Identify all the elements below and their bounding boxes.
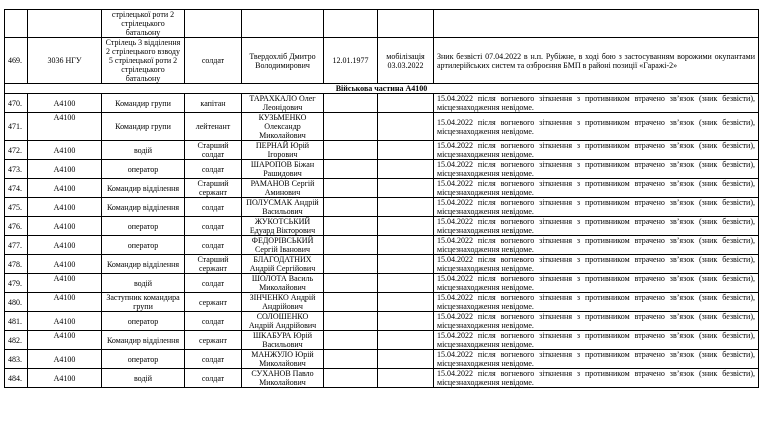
cell-note: 15.04.2022 після вогневого зіткнення з противником втрачено зв’язок (зник безвісти), місцезнаходження невідоме. <box>434 293 759 312</box>
cell-name: ЖУКОТСЬКИЙ Едуард Вікторович <box>242 217 324 236</box>
cell-num: 469. <box>5 38 28 84</box>
cell-birth <box>324 160 378 179</box>
cell-note: 15.04.2022 після вогневого зіткнення з противником втрачено зв’язок (зник безвісти), місцезнаходження невідоме. <box>434 217 759 236</box>
table-row <box>5 255 759 274</box>
cell-unit: А4100 <box>28 331 102 350</box>
cell-name: ШОЛОТА Василь Миколайович <box>242 274 324 293</box>
cell-position: Командир відділення <box>102 331 185 350</box>
cell-mobilized <box>378 113 434 141</box>
cell-name: СОЛОШЕНКО Андрій Андрійович <box>242 312 324 331</box>
cell-num: 470. <box>5 94 28 113</box>
cell-note: 15.04.2022 після вогневого зіткнення з противником втрачено зв’язок (зник безвісти), місцезнаходження невідоме. <box>434 198 759 217</box>
cell-birth <box>324 293 378 312</box>
cell-num: 478. <box>5 255 28 274</box>
table-body <box>5 10 759 388</box>
cell-position: Командир відділення <box>102 255 185 274</box>
cell-rank: солдат <box>185 312 242 331</box>
cell-rank: солдат <box>185 350 242 369</box>
cell-mobilized <box>378 160 434 179</box>
cell-position: Заступник командира групи <box>102 293 185 312</box>
cell-num: 471. <box>5 113 28 141</box>
cell-mobilized <box>378 274 434 293</box>
cell-name: МАНЖУЛО Юрій Миколайович <box>242 350 324 369</box>
cell-rank: Старший сержант <box>185 255 242 274</box>
cell-rank: солдат <box>185 160 242 179</box>
cell-note: 15.04.2022 після вогневого зіткнення з противником втрачено зв’язок (зник безвісти), місцезнаходження невідоме. <box>434 255 759 274</box>
cell-num <box>5 10 28 38</box>
cell-unit: А4100 <box>28 94 102 113</box>
cell-name: ФЕДОРІВСЬКИЙ Сергій Іванович <box>242 236 324 255</box>
cell-birth <box>324 274 378 293</box>
cell-unit <box>28 10 102 38</box>
cell-num: 476. <box>5 217 28 236</box>
cell-rank: солдат <box>185 369 242 388</box>
cell-rank: сержант <box>185 293 242 312</box>
cell-name: ПЕРНАЙ Юрій Ігорович <box>242 141 324 160</box>
cell-rank: солдат <box>185 217 242 236</box>
cell-unit: А4100 <box>28 217 102 236</box>
cell-mobilized <box>378 331 434 350</box>
cell-num: 480. <box>5 293 28 312</box>
cell-rank: Старший сержант <box>185 179 242 198</box>
section-header: Військова частина А4100 <box>5 84 759 94</box>
cell-note: 15.04.2022 після вогневого зіткнення з противником втрачено зв’язок (зник безвісти), місцезнаходження невідоме. <box>434 331 759 350</box>
table-row <box>5 331 759 350</box>
cell-unit: 3036 НГУ <box>28 38 102 84</box>
cell-birth <box>324 312 378 331</box>
cell-birth <box>324 113 378 141</box>
cell-birth <box>324 369 378 388</box>
cell-birth <box>324 198 378 217</box>
table-row <box>5 274 759 293</box>
cell-position: Командир відділення <box>102 179 185 198</box>
cell-name: ШАРОПОВ Біжан Рашидович <box>242 160 324 179</box>
cell-rank: Старший солдат <box>185 141 242 160</box>
cell-note: 15.04.2022 після вогневого зіткнення з противником втрачено зв’язок (зник безвісти), місцезнаходження невідоме. <box>434 141 759 160</box>
cell-rank: сержант <box>185 331 242 350</box>
cell-name: ШКАБУРА Юрій Васильович <box>242 331 324 350</box>
cell-name: СУХАНОВ Павло Миколайович <box>242 369 324 388</box>
table-row-469 <box>5 38 759 84</box>
table-row <box>5 160 759 179</box>
cell-name: ПОЛУСМАК Андрій Васильович <box>242 198 324 217</box>
cell-num: 472. <box>5 141 28 160</box>
cell-num: 477. <box>5 236 28 255</box>
cell-unit: А4100 <box>28 160 102 179</box>
cell-name: РАМАНОВ Сергій Аминович <box>242 179 324 198</box>
cell-note: 15.04.2022 після вогневого зіткнення з противником втрачено зв’язок (зник безвісти), місцезнаходження невідоме. <box>434 94 759 113</box>
cell-unit: А4100 <box>28 236 102 255</box>
cell-birth <box>324 10 378 38</box>
table-row <box>5 141 759 160</box>
table-row <box>5 369 759 388</box>
cell-num: 475. <box>5 198 28 217</box>
cell-birth: 12.01.1977 <box>324 38 378 84</box>
table-row <box>5 217 759 236</box>
cell-name: ЗІНЧЕНКО Андрій Андрійович <box>242 293 324 312</box>
cell-note <box>434 10 759 38</box>
cell-mobilized <box>378 236 434 255</box>
cell-unit: А4100 <box>28 274 102 293</box>
cell-name <box>242 10 324 38</box>
cell-name: КУЗЬМЕНКО Олександр Миколайович <box>242 113 324 141</box>
cell-rank: солдат <box>185 38 242 84</box>
cell-mobilized <box>378 94 434 113</box>
cell-unit: А4100 <box>28 141 102 160</box>
table-row-top-partial <box>5 10 759 38</box>
cell-rank: солдат <box>185 274 242 293</box>
cell-num: 484. <box>5 369 28 388</box>
table-row <box>5 312 759 331</box>
cell-mobilized <box>378 198 434 217</box>
cell-position: Командир відділення <box>102 198 185 217</box>
cell-birth <box>324 217 378 236</box>
cell-position: стрілецької роти 2 стрілецького батальону <box>102 10 185 38</box>
cell-birth <box>324 331 378 350</box>
cell-position: оператор <box>102 350 185 369</box>
cell-position: оператор <box>102 160 185 179</box>
cell-position: оператор <box>102 217 185 236</box>
cell-unit: А4100 <box>28 113 102 141</box>
cell-note: 15.04.2022 після вогневого зіткнення з противником втрачено зв’язок (зник безвісти), місцезнаходження невідоме. <box>434 113 759 141</box>
missing-persons-table <box>4 9 759 388</box>
cell-mobilized <box>378 141 434 160</box>
cell-name: БЛАГОДАТНИХ Андрій Сергійович <box>242 255 324 274</box>
cell-note: 15.04.2022 після вогневого зіткнення з противником втрачено зв’язок (зник безвісти), місцезнаходження невідоме. <box>434 312 759 331</box>
cell-mobilized <box>378 369 434 388</box>
cell-mobilized <box>378 217 434 236</box>
cell-note: 15.04.2022 після вогневого зіткнення з противником втрачено зв’язок (зник безвісти), місцезнаходження невідоме. <box>434 236 759 255</box>
cell-birth <box>324 141 378 160</box>
cell-rank: капітан <box>185 94 242 113</box>
cell-num: 479. <box>5 274 28 293</box>
table-row <box>5 113 759 141</box>
section-header-row <box>5 84 759 94</box>
cell-note: 15.04.2022 після вогневого зіткнення з противником втрачено зв’язок (зник безвісти), місцезнаходження невідоме. <box>434 369 759 388</box>
table-row <box>5 350 759 369</box>
cell-unit: А4100 <box>28 198 102 217</box>
cell-unit: А4100 <box>28 293 102 312</box>
cell-num: 481. <box>5 312 28 331</box>
cell-unit: А4100 <box>28 350 102 369</box>
cell-position: Командир групи <box>102 94 185 113</box>
cell-position: водій <box>102 141 185 160</box>
cell-mobilized <box>378 179 434 198</box>
cell-unit: А4100 <box>28 369 102 388</box>
cell-note: 15.04.2022 після вогневого зіткнення з противником втрачено зв’язок (зник безвісти), місцезнаходження невідоме. <box>434 350 759 369</box>
cell-position: Стрілець 3 відділення 2 стрілецького взводу 5 стрілецької роти 2 стрілецького батальону <box>102 38 185 84</box>
cell-mobilized <box>378 10 434 38</box>
cell-birth <box>324 236 378 255</box>
cell-mobilized <box>378 312 434 331</box>
cell-mobilized: мобілізація 03.03.2022 <box>378 38 434 84</box>
cell-num: 483. <box>5 350 28 369</box>
table-row <box>5 293 759 312</box>
table-row <box>5 198 759 217</box>
table-row <box>5 236 759 255</box>
cell-rank: лейтенант <box>185 113 242 141</box>
cell-mobilized <box>378 350 434 369</box>
cell-note: 15.04.2022 після вогневого зіткнення з противником втрачено зв’язок (зник безвісти), місцезнаходження невідоме. <box>434 160 759 179</box>
cell-rank: солдат <box>185 236 242 255</box>
cell-num: 473. <box>5 160 28 179</box>
cell-position: водій <box>102 274 185 293</box>
cell-mobilized <box>378 293 434 312</box>
cell-note: Зник безвісті 07.04.2022 в н.п. Рубіжне, в ході бою з застосуванням ворожими окупантами артилерійських систем та озброєння БМП в районі позиції «Гаражі-2» <box>434 38 759 84</box>
cell-mobilized <box>378 255 434 274</box>
cell-position: оператор <box>102 312 185 331</box>
cell-unit: А4100 <box>28 312 102 331</box>
cell-position: Командир групи <box>102 113 185 141</box>
cell-position: водій <box>102 369 185 388</box>
document-sheet <box>4 9 758 388</box>
cell-name: Твердохліб Дмитро Володимирович <box>242 38 324 84</box>
cell-note: 15.04.2022 після вогневого зіткнення з противником втрачено зв’язок (зник безвісти), місцезнаходження невідоме. <box>434 179 759 198</box>
cell-name: ТАРАХКАЛО Олег Леонідович <box>242 94 324 113</box>
cell-birth <box>324 255 378 274</box>
cell-unit: А4100 <box>28 255 102 274</box>
cell-num: 474. <box>5 179 28 198</box>
cell-birth <box>324 94 378 113</box>
cell-position: оператор <box>102 236 185 255</box>
cell-unit: А4100 <box>28 179 102 198</box>
table-row <box>5 179 759 198</box>
cell-note: 15.04.2022 після вогневого зіткнення з противником втрачено зв’язок (зник безвісти), місцезнаходження невідоме. <box>434 274 759 293</box>
cell-rank: солдат <box>185 198 242 217</box>
cell-birth <box>324 179 378 198</box>
table-row <box>5 94 759 113</box>
cell-birth <box>324 350 378 369</box>
cell-num: 482. <box>5 331 28 350</box>
cell-rank <box>185 10 242 38</box>
